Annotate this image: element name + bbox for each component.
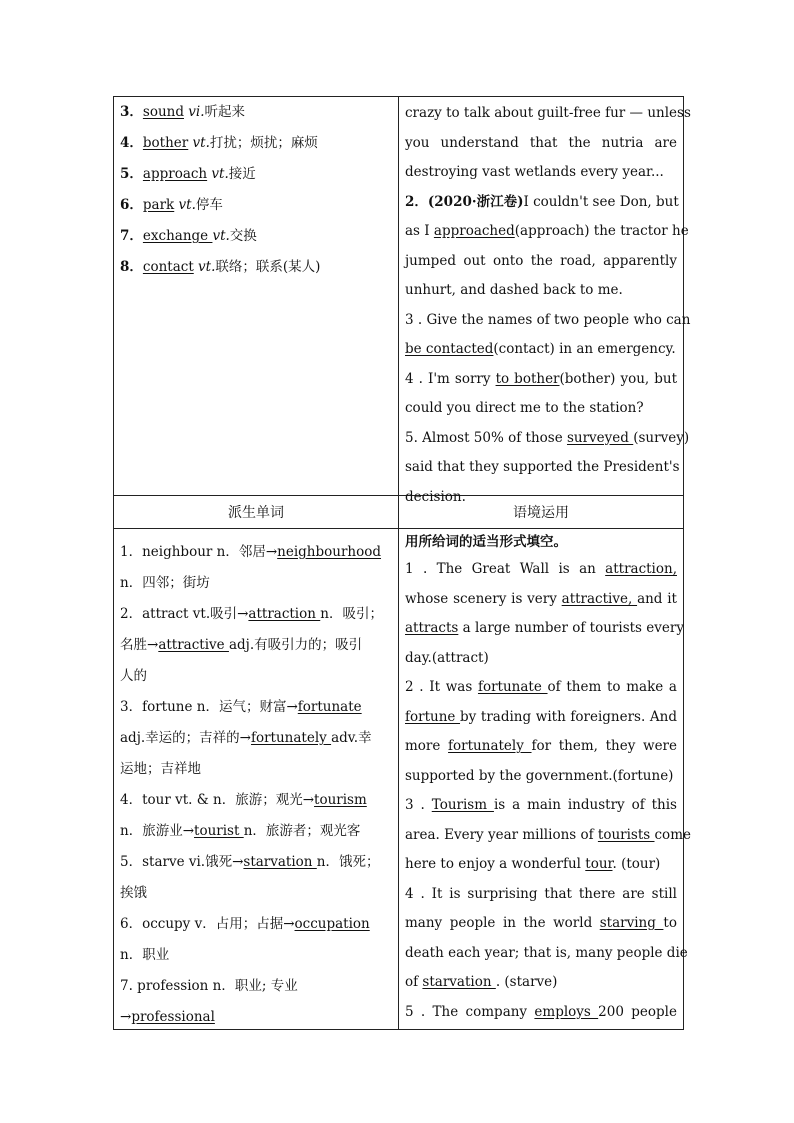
answer: professional (131, 1009, 215, 1025)
word-number: 5． (120, 166, 143, 182)
part-of-speech: vt. (192, 135, 210, 151)
context-line: day.(attract) (405, 649, 489, 666)
word-meaning: 联络；联系(某人) (215, 259, 321, 275)
derived-line: 运地；吉祥地 (120, 761, 201, 777)
word-answer: exchange (142, 228, 213, 244)
answer: attraction (248, 606, 321, 622)
derived-6-line-1: 6．occupy v．占用；占据→occupation (120, 916, 370, 932)
word-item (120, 159, 392, 190)
lower-row (114, 529, 684, 1030)
word-answer: sound (142, 104, 184, 120)
answer: surveyed (566, 429, 634, 446)
context-2-line-3: more fortunately for them, they were (405, 738, 677, 754)
word-number: 8． (120, 259, 143, 275)
context-2-line-1: 2 . It was fortunate of them to make a (405, 679, 677, 695)
derived-2-line-2: 名胜→attractive adj.有吸引力的；吸引 (120, 637, 363, 653)
context-1-line-3: attracts a large number of tourists every (405, 620, 684, 636)
answer: employs (534, 1003, 599, 1020)
answer: fortunately (250, 730, 332, 746)
answer: tour (585, 856, 613, 872)
answer: tourism (314, 792, 367, 808)
exercise-line: could you direct me to the station? (405, 400, 644, 416)
word-meaning: 接近 (228, 166, 256, 182)
context-3-line-3: here to enjoy a wonderful tour. (tour) (405, 856, 661, 872)
answer: be contacted (405, 341, 494, 357)
answer: fortunate (477, 679, 548, 695)
vocabulary-table (113, 96, 691, 1030)
derived-1-line-1: 1．neighbour n．邻居→neighbourhood (120, 544, 382, 560)
upper-left-cell (114, 97, 399, 496)
answer: fortunately (448, 738, 532, 754)
word-answer: contact (142, 259, 194, 275)
word-answer: approach (142, 166, 208, 182)
upper-right-cell (399, 97, 691, 505)
exercise-line: jumped out onto the road, apparently (405, 252, 677, 269)
part-of-speech: vi. (188, 104, 205, 120)
exercise-line: you understand that the nutria are (405, 134, 677, 151)
header-context-use: 语境运用 (399, 496, 684, 529)
answer: starvation (243, 854, 317, 870)
word-meaning: 交换 (229, 228, 257, 244)
header-derived-words: 派生单词 (114, 496, 399, 529)
answer: neighbourhood (277, 544, 382, 560)
answer: occupation (294, 916, 370, 932)
derived-line: 人的 (120, 668, 147, 684)
context-exercises-upper (399, 97, 691, 505)
word-meaning: 听起来 (204, 104, 246, 120)
answer: starvation (422, 974, 496, 990)
word-meaning: 停车 (195, 197, 223, 213)
word-list (114, 97, 398, 493)
context-line: 4 . It is surprising that there are still (405, 885, 677, 902)
context-3-line-2: area. Every year millions of tourists come (405, 826, 691, 843)
derived-7-line-1: 7. profession n．职业; 专业→professional (120, 978, 298, 1025)
answer: to bother (495, 370, 560, 387)
exercise-line: said that they supported the President's (405, 459, 680, 475)
answer: starving (599, 915, 664, 931)
exercise-line: crazy to talk about guilt-free fur — unless (405, 105, 691, 121)
exercise-2-line-2: as I approached(approach) the tractor he (405, 223, 689, 239)
context-4-line-2: many people in the world starving to (405, 915, 677, 931)
word-answer: bother (142, 135, 189, 151)
upper-row (114, 97, 684, 496)
answer: Tourism (431, 797, 494, 813)
word-item (120, 190, 392, 221)
answer: attracts (405, 620, 459, 636)
context-line: death each year; that is, many people die (405, 944, 688, 961)
derived-3-line-1: 3．fortune n．运气；财富→fortunate (120, 699, 362, 715)
exercise-line: 3 . Give the names of two people who can (405, 311, 691, 328)
exercise-5-line-1: 5. Almost 50% of those surveyed (survey) (405, 429, 690, 446)
word-number: 3． (120, 104, 143, 120)
answer: attraction, (605, 561, 677, 577)
context-exercises-lower (399, 529, 691, 1021)
derived-word-list (114, 529, 398, 1029)
word-item (120, 221, 392, 252)
context-1-line-2: whose scenery is very attractive, and it (405, 590, 677, 607)
word-number: 4． (120, 135, 143, 151)
answer: fortune (405, 708, 461, 725)
word-answer: park (142, 197, 175, 213)
header-row (114, 496, 684, 529)
derived-2-line-1: 2．attract vt.吸引→attraction n．吸引； (120, 606, 383, 622)
context-4-line-4: of starvation . (starve) (405, 974, 558, 990)
exercise-line: decision. (405, 488, 466, 505)
exercise-3-line-2: be contacted(contact) in an emergency. (405, 341, 676, 357)
part-of-speech: vt. (198, 259, 216, 275)
lower-left-cell (114, 529, 399, 1030)
exercise-line: destroying vast wetlands every year... (405, 164, 664, 180)
derived-5-line-1: 5．starve vi.饿死→starvation n．饿死； (120, 854, 380, 870)
part-of-speech: vt. (178, 197, 196, 213)
context-2-line-2: fortune by trading with foreigners. And (405, 708, 677, 725)
instruction: 用所给词的适当形式填空。 (405, 534, 567, 550)
word-item (120, 252, 392, 283)
part-of-speech: vt. (212, 228, 230, 244)
answer: fortunate (297, 699, 362, 715)
exercise-4-line-1: 4 . I'm sorry to bother(bother) you, but (405, 370, 678, 387)
context-3-line-1: 3 . Tourism is a main industry of this (405, 797, 677, 813)
part-of-speech: vt. (211, 166, 229, 182)
answer: tourist (194, 823, 244, 839)
word-item (120, 128, 392, 159)
context-5-line-1: 5 . The company employs 200 people (405, 1003, 677, 1020)
word-number: 7． (120, 228, 143, 244)
context-1-line-1: 1 . The Great Wall is an attraction, (405, 561, 677, 577)
word-meaning: 打扰；烦扰；麻烦 (209, 135, 318, 151)
answer: attractive, (561, 590, 638, 607)
exercise-line: unhurt, and dashed back to me. (405, 282, 623, 298)
answer: approached (433, 223, 515, 239)
context-line: supported by the government.(fortune) (405, 767, 674, 784)
exercise-2-line-1: 2．(2020·浙江卷)I couldn't see Don, but (405, 193, 679, 210)
answer: tourists (597, 826, 655, 843)
derived-4-line-2: n．旅游业→tourist n．旅游者；观光客 (120, 823, 361, 839)
derived-line: n．职业 (120, 947, 170, 963)
derived-line: n．四邻；街坊 (120, 575, 210, 591)
word-number: 6． (120, 197, 143, 213)
derived-3-line-2: adj.幸运的；吉祥的→fortunately adv.幸 (120, 730, 372, 746)
answer: attractive (158, 637, 229, 653)
derived-4-line-1: 4．tour vt. & n．旅游；观光→tourism (120, 792, 367, 808)
vocabulary-table-page (113, 96, 691, 1025)
lower-right-cell (399, 529, 691, 1030)
word-item (120, 97, 392, 128)
derived-line: 挨饿 (120, 885, 147, 901)
